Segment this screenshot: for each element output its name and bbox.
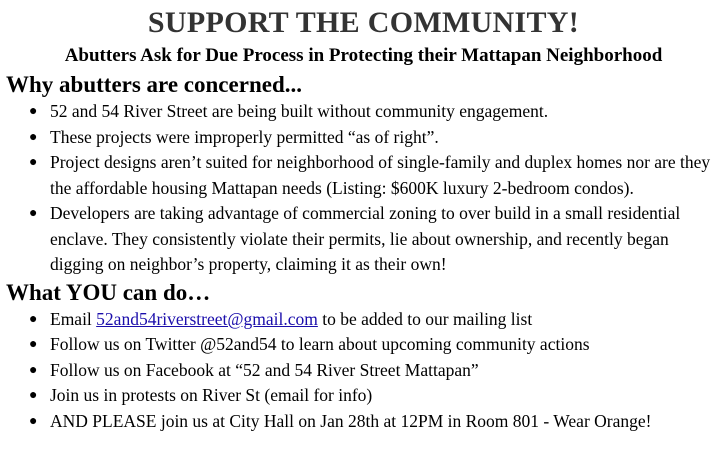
- bullet-icon: ●: [29, 413, 38, 429]
- action-text: Follow us on Facebook at “52 and 54 River Street Mattapan”: [50, 359, 479, 380]
- list-item: [0, 409, 727, 435]
- concern-text: Developers are taking advantage of commercial zoning to over build in a small residential enclave. They consistently violate their permits, lie about ownership, and recently began digging on neighbor’s property, claiming it as their own!: [50, 203, 681, 274]
- action-text: Join us in protests on River St (email for info): [50, 385, 373, 405]
- actions-heading: What YOU can do…: [6, 279, 211, 305]
- page-subtitle: Abutters Ask for Due Process in Protecting their Mattapan Neighborhood: [64, 45, 663, 66]
- bullet-icon: ●: [29, 104, 38, 119]
- email-suffix-text: to be added to our mailing list: [317, 308, 533, 329]
- bullet-icon: ●: [29, 362, 38, 378]
- action-text: AND PLEASE join us at City Hall on Jan 28th at 12PM in Room 801 - Wear Orange!: [50, 410, 652, 431]
- bullet-icon: ●: [29, 155, 38, 170]
- list-item: [0, 358, 727, 384]
- concern-text: 52 and 54 River Street are being built without community engagement.: [50, 101, 549, 121]
- email-link[interactable]: 52and54riverstreet@gmail.com: [96, 308, 318, 329]
- bullet-icon: ●: [29, 206, 38, 221]
- bullet-icon: ●: [29, 129, 38, 145]
- concern-text: These projects were improperly permitted “as of right”.: [50, 126, 439, 147]
- page-title: SUPPORT THE COMMUNITY!: [147, 6, 580, 39]
- list-item: [0, 125, 727, 151]
- list-item: [0, 332, 727, 358]
- bullet-icon: ●: [29, 388, 38, 403]
- list-item: [0, 201, 727, 278]
- list-item: [0, 307, 727, 333]
- actions-list: [0, 307, 727, 435]
- list-item: [0, 150, 727, 201]
- list-item: [0, 99, 727, 125]
- concerns-list: [0, 99, 727, 278]
- action-text: Follow us on Twitter @52and54 to learn about upcoming community actions: [50, 334, 590, 354]
- bullet-icon: ●: [29, 311, 38, 327]
- email-prefix-text: Email: [50, 308, 97, 329]
- concern-text: Project designs aren’t suited for neighborhood of single-family and duplex homes nor are they the affordable housing Mattapan needs (Listing: $600K luxury 2-bedroom condos).: [50, 152, 711, 198]
- list-item: [0, 383, 727, 409]
- concerns-heading: Why abutters are concerned...: [6, 72, 302, 97]
- bullet-icon: ●: [29, 337, 38, 352]
